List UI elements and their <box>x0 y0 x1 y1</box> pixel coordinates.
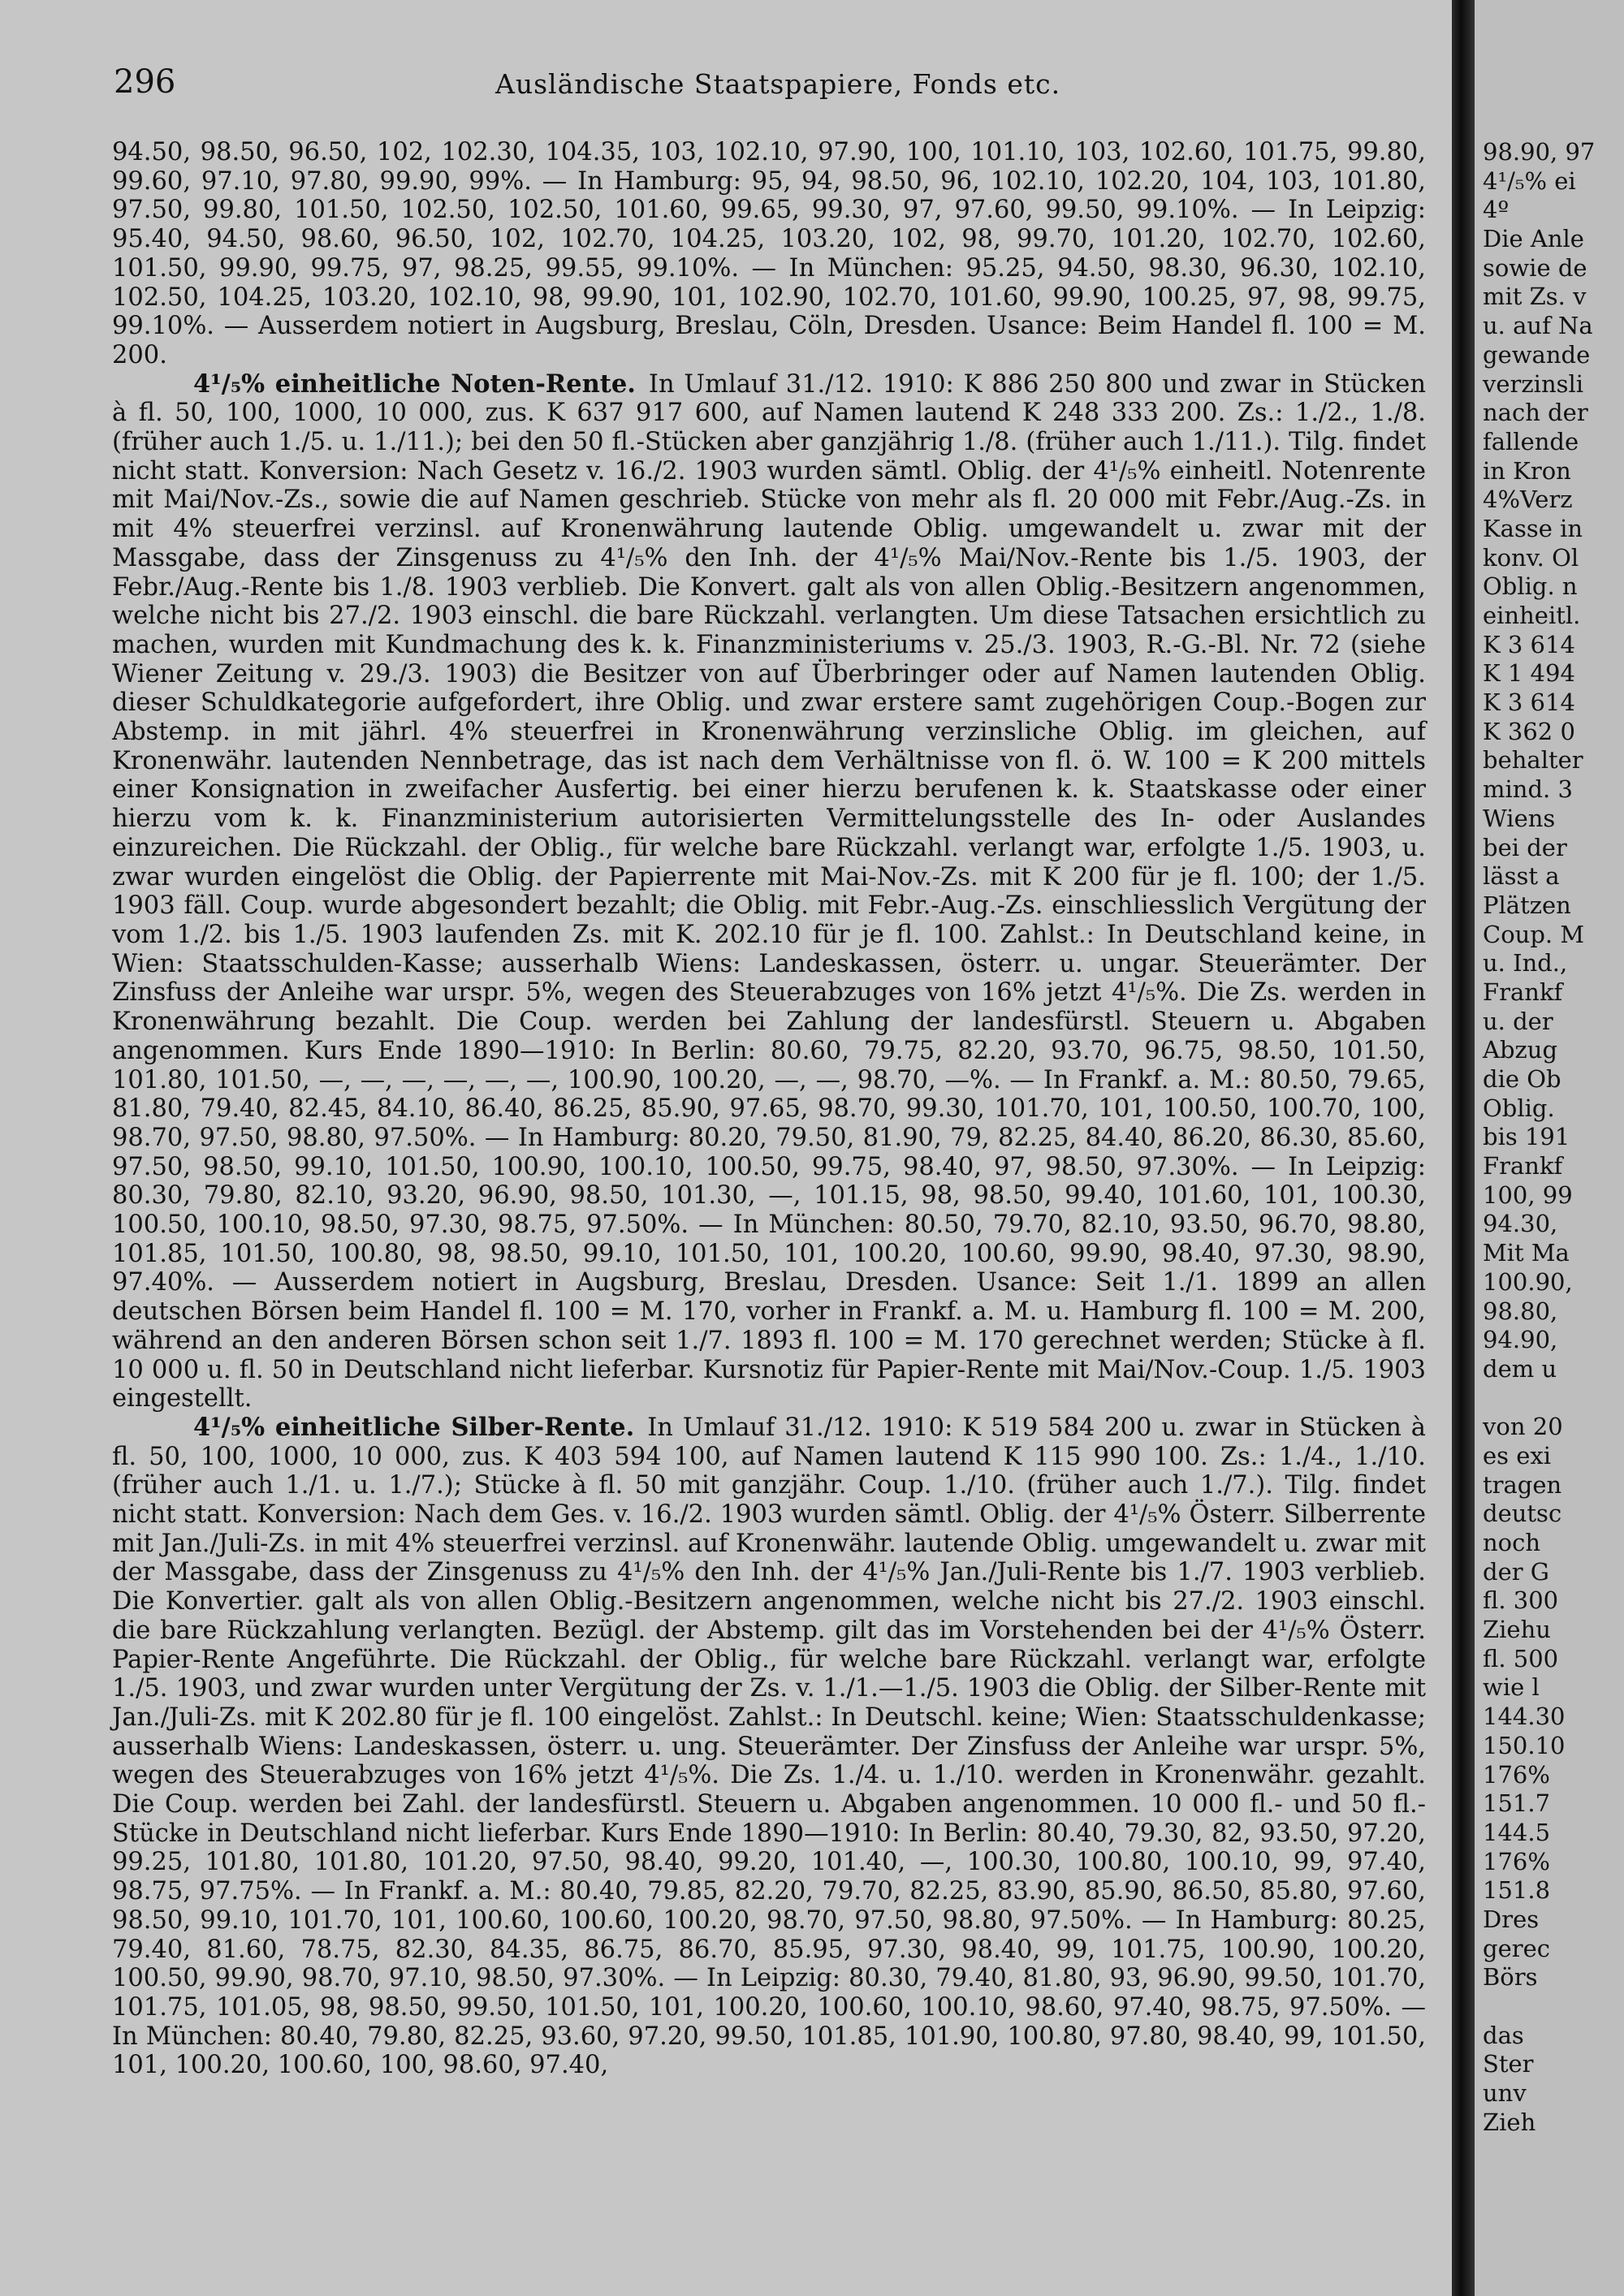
adjacent-fragment-line: u. der <box>1483 1007 1553 1035</box>
adjacent-fragment-line: behalter <box>1483 746 1583 775</box>
adjacent-fragment-line: Ster <box>1483 2050 1534 2078</box>
adjacent-fragment-line: Coup. M <box>1483 920 1585 948</box>
adjacent-fragment-line: dem u <box>1483 1354 1557 1383</box>
adjacent-fragment-line: 98.80, <box>1483 1297 1558 1325</box>
adjacent-fragment-line: bei der <box>1483 833 1567 861</box>
adjacent-fragment-line: 144.5 <box>1483 1818 1551 1846</box>
adjacent-fragment-line: 176% <box>1483 1847 1550 1875</box>
adjacent-fragment-line: 94.30, <box>1483 1210 1558 1238</box>
adjacent-fragment-line: Mit Ma <box>1483 1239 1570 1267</box>
adjacent-fragment-line: 4º <box>1483 196 1510 224</box>
adjacent-fragment-line: u. auf Na <box>1483 312 1593 340</box>
adjacent-fragment-line <box>1483 1384 1595 1413</box>
adjacent-fragment-line: deutsc <box>1483 1500 1562 1528</box>
adjacent-fragment-line: Frankf <box>1483 978 1563 1006</box>
page-header <box>114 63 1429 104</box>
adjacent-fragment-line: 100, 99 <box>1483 1180 1573 1209</box>
body-text <box>112 138 1426 2080</box>
adjacent-fragment-line: mit Zs. v <box>1483 283 1587 311</box>
adjacent-fragment-line: 144.30 <box>1483 1703 1566 1731</box>
adjacent-fragment-line: u. Ind., <box>1483 949 1568 978</box>
adjacent-fragment-line: 4%Verz <box>1483 486 1573 514</box>
paragraph-silber-rente <box>112 1413 1426 2080</box>
adjacent-fragment-line: 4¹/₅% ei <box>1483 166 1576 195</box>
adjacent-fragment-line: Ziehu <box>1483 1616 1551 1644</box>
adjacent-fragment-line: bis 191 <box>1483 1123 1570 1151</box>
book-gutter <box>1452 0 1475 2296</box>
adjacent-fragment-line: fl. 300 <box>1483 1586 1559 1615</box>
running-title: Ausländische Staatspapiere, Fonds etc. <box>495 68 1061 100</box>
adjacent-fragment-line: konv. Ol <box>1483 543 1579 572</box>
adjacent-fragment-line: es exi <box>1483 1441 1552 1470</box>
adjacent-fragment-line: die Ob <box>1483 1065 1561 1093</box>
adjacent-fragment-line: Kasse in <box>1483 514 1583 542</box>
adjacent-fragment-line: 176% <box>1483 1760 1550 1789</box>
section-heading: 4¹/₅% einheitliche Silber-Rente. <box>193 1412 635 1442</box>
adjacent-fragment-line: K 362 0 <box>1483 717 1575 745</box>
adjacent-fragment-line: gewande <box>1483 340 1591 369</box>
adjacent-fragment-line: Dres <box>1483 1905 1540 1933</box>
adjacent-fragment-line: Oblig. n <box>1483 572 1578 601</box>
adjacent-fragment-line: Plätzen <box>1483 891 1571 919</box>
paragraph-text: 94.50, 98.50, 96.50, 102, 102.30, 104.35, 103, 102.10, 97.90, 100, 101.10, 103, 102.60, 101.75, 99.80, 99.60, 97.10, 97.80, 99.90, 99%. — In Hamburg: 95, 94, 98.50, 96, 102.10, 102.20, 104, 103, 101.80, 97.50, 99.80, 101.50, 102.50, 102.50, 101.60, 99.65, 99.30, 97, 97.60, 99.50, 99.10%. — In Leipzig: 95.40, 94.50, 98.60, 96.50, 102, 102.70, 104.25, 103.20, 102, 98, 99.70, 101.20, 102.70, 102.60, 101.50, 99.90, 99.75, 97, 98.25, 99.55, 99.10%. — In München: 95.25, 94.50, 98.30, 96.30, 102.10, 102.50, 104.25, 103.20, 102.10, 98, 99.90, 101, 102.90, 102.70, 101.60, 99.90, 100.25, 97, 98, 99.75, 99.10%. — Ausserdem notiert in Augsburg, Breslau, Cöln, Dresden. Usance: Beim Handel fl. 100 = M. 200. <box>112 138 1426 369</box>
adjacent-fragment-line: von 20 <box>1483 1413 1563 1441</box>
adjacent-fragment-line: lässt a <box>1483 862 1560 891</box>
adjacent-fragment-line: noch <box>1483 1529 1541 1556</box>
adjacent-fragment-line: gerec <box>1483 1934 1550 1962</box>
adjacent-fragment-line: Frankf <box>1483 1152 1563 1180</box>
adjacent-fragment-line: einheitl. <box>1483 602 1581 629</box>
adjacent-fragment-line: 94.90, <box>1483 1326 1558 1354</box>
adjacent-fragment-line: K 3 614 <box>1483 630 1575 658</box>
paragraph-noten-rente <box>112 370 1426 1413</box>
paragraph-text: In Umlauf 31./12. 1910: K 886 250 800 und zwar in Stücken à fl. 50, 100, 1000, 10 000, zus. K 637 917 600, auf Namen lautend K 248 333 200. Zs.: 1./2., 1./8. (früher auch 1./5. u. 1./11.); bei den 50 fl.-Stücken aber ganzjährig 1./8. (früher auch 1./11.). Tilg. findet nicht statt. Konversion: Nach Gesetz v. 16./2. 1903 wurden sämtl. Oblig. der 4¹/₅% einheitl. Notenrente mit Mai/Nov.-Zs., sowie die auf Namen geschrieb. Stücke von mehr als fl. 20 000 mit Febr./Aug.-Zs. in mit 4% steuerfrei verzinsl. auf Kronenwährung lautende Oblig. umgewandelt u. zwar mit der Massgabe, dass der Zinsgenuss zu 4¹/₅% den Inh. der 4¹/₅% Mai/Nov.-Rente bis 1./5. 1903, der Febr./Aug.-Rente bis 1./8. 1903 verblieb. Die Konvert. galt als von allen Oblig.-Besitzern angenommen, welche nicht bis 27./2. 1903 einschl. die bare Rückzahl. verlangten. Um diese Tatsachen ersichtlich zu machen, wurden mit Kundmachung des k. k. Finanzministeriums v. 25./3. 1903, R.-G.-Bl. Nr. 72 (siehe Wiener Zeitung v. 29./3. 1903) die Besitzer von auf Überbringer oder auf Namen lautenden Oblig. dieser Schuldkategorie aufgefordert, ihre Oblig. und zwar erstere samt zugehörigen Coup.-Bogen zur Abstemp. in mit jährl. 4% steuerfrei in Kronenwährung verzinsliche Oblig. im gleichen, auf Kronenwähr. lautenden Nennbetrage, das ist nach dem Verhältnisse von fl. ö. W. 100 = K 200 mittels einer Konsignation in zweifacher Ausfertig. bei einer hierzu berufenen k. k. Staatskasse oder einer hierzu vom k. k. Finanzministerium autorisierten Vermittelungsstelle des In- oder Auslandes einzureichen. Die Rückzahl. der Oblig., für welche bare Rückzahl. verlangt war, erfolgte 1./5. 1903, u. zwar wurden eingelöst die Oblig. der Papierrente mit Mai-Nov.-Zs. mit K 200 für je fl. 100; der 1./5. 1903 fäll. Coup. wurde abgesondert bezahlt; die Oblig. mit Febr.-Aug.-Zs. einschliesslich Vergütung der vom 1./2. bis 1./5. 1903 laufenden Zs. mit K. 202.10 für je fl. 100. Zahlst.: In Deutschland keine, in Wien: Staatsschulden-Kasse; ausserhalb Wiens: Landeskassen, österr. u. ungar. Steuerämter. Der Zinsfuss der Anleihe war urspr. 5%, wegen des Steuerabzuges von 16% jetzt 4¹/₅%. Die Zs. werden in Kronenwährung bezahlt. Die Coup. werden bei Zahlung der landesfürstl. Steuern u. Abgaben angenommen. Kurs Ende 1890—1910: In Berlin: 80.60, 79.75, 82.20, 93.70, 96.75, 98.50, 101.50, 101.80, 101.50, —, —, —, —, —, —, 100.90, 100.20, —, —, 98.70, —%. — In Frankf. a. M.: 80.50, 79.65, 81.80, 79.40, 82.45, 84.10, 86.40, 86.25, 85.90, 97.65, 98.70, 99.30, 101.70, 101, 100.50, 100.70, 100, 98.70, 97.50, 98.80, 97.50%. — In Hamburg: 80.20, 79.50, 81.90, 79, 82.25, 84.40, 86.20, 86.30, 85.60, 97.50, 98.50, 99.10, 101.50, 100.90, 100.10, 100.50, 99.75, 98.40, 97, 98.50, 97.30%. — In Leipzig: 80.30, 79.80, 82.10, 93.20, 96.90, 98.50, 101.30, —, 101.15, 98, 98.50, 99.40, 101.60, 101, 100.30, 100.50, 100.10, 98.50, 97.30, 98.75, 97.50%. — In München: 80.50, 79.70, 82.10, 93.50, 96.70, 98.80, 101.85, 101.50, 100.80, 98, 98.50, 99.10, 101.50, 101, 100.20, 100.60, 99.90, 98.40, 97.30, 98.90, 97.40%. — Ausserdem notiert in Augsburg, Breslau, Dresden. Usance: Seit 1./1. 1899 an allen deutschen Börsen beim Handel fl. 100 = M. 170, vorher in Frankf. a. M. u. Hamburg fl. 100 = M. 200, während an den anderen Börsen schon seit 1./7. 1893 fl. 100 = M. 170 gerechnet werden; Stücke à fl. 10 000 u. fl. 50 in Deutschland nicht lieferbar. Kursnotiz für Papier-Rente mit Mai/Nov.-Coup. 1./5. 1903 eingestellt. <box>112 369 1426 1413</box>
adjacent-page <box>1475 0 1624 2296</box>
adjacent-fragment-line: Zieh <box>1483 2108 1536 2136</box>
adjacent-fragment-line: nach der <box>1483 399 1588 427</box>
adjacent-fragment-line: K 3 614 <box>1483 688 1575 717</box>
adjacent-fragment-line: Abzug <box>1483 1036 1558 1064</box>
adjacent-page-text <box>1483 138 1595 2137</box>
adjacent-fragment-line: Die Anle <box>1483 225 1584 253</box>
adjacent-fragment-line: verzinsli <box>1483 369 1584 398</box>
adjacent-fragment-line: tragen <box>1483 1470 1562 1499</box>
adjacent-fragment-line <box>1483 1992 1595 2022</box>
adjacent-fragment-line: K 1 494 <box>1483 659 1575 688</box>
adjacent-fragment-line: fl. 500 <box>1483 1644 1559 1672</box>
adjacent-fragment-line: 150.10 <box>1483 1731 1566 1759</box>
adjacent-fragment-line: Oblig. <box>1483 1094 1555 1122</box>
adjacent-fragment-line: wie l <box>1483 1673 1540 1702</box>
adjacent-fragment-line: Wiens <box>1483 804 1556 832</box>
section-heading: 4¹/₅% einheitliche Noten-Rente. <box>193 369 636 399</box>
adjacent-fragment-line: 100.90, <box>1483 1267 1573 1296</box>
adjacent-fragment-line: 98.90, 97 <box>1483 138 1596 166</box>
adjacent-fragment-line: der G <box>1483 1557 1549 1586</box>
paragraph-quotes-continuation <box>112 138 1426 370</box>
adjacent-fragment-line: sowie de <box>1483 253 1587 282</box>
adjacent-fragment-line: das <box>1483 2021 1524 2049</box>
adjacent-fragment-line: Börs <box>1483 1963 1538 1992</box>
adjacent-fragment-line: fallende <box>1483 427 1579 455</box>
paragraph-text: In Umlauf 31./12. 1910: K 519 584 200 u. zwar in Stücken à fl. 50, 100, 1000, 10 000, zus. K 403 594 100, auf Namen lautend K 115 990 100. Zs.: 1./4., 1./10. (früher auch 1./1. u. 1./7.); Stücke à fl. 50 mit ganzjähr. Coup. 1./10. (früher auch 1./7.). Tilg. findet nicht statt. Konversion: Nach dem Ges. v. 16./2. 1903 wurden sämtl. Oblig. der 4¹/₅% Österr. Silberrente mit Jan./Juli-Zs. in mit 4% steuerfrei verzinsl. auf Kronenwähr. lautende Oblig. umgewandelt u. zwar mit der Massgabe, dass der Zinsgenuss zu 4¹/₅% den Inh. der 4¹/₅% Jan./Juli-Rente bis 1./7. 1903 verblieb. Die Konvertier. galt als von allen Oblig.-Besitzern angenommen, welche nicht bis 27./2. 1903 einschl. die bare Rückzahlung verlangten. Bezügl. der Abstemp. gilt das im Vorstehenden bei der 4¹/₅% Österr. Papier-Rente Angeführte. Die Rückzahl. der Oblig., für welche bare Rückzahl. verlangt war, erfolgte 1./5. 1903, und zwar wurden unter Vergütung der Zs. v. 1./1.—1./5. 1903 die Oblig. der Silber-Rente mit Jan./Juli-Zs. mit K 202.80 für je fl. 100 eingelöst. Zahlst.: In Deutschl. keine; Wien: Staatsschuldenkasse; ausserhalb Wiens: Landeskassen, österr. u. ung. Steuerämter. Der Zinsfuss der Anleihe war urspr. 5%, wegen des Steuerabzuges von 16% jetzt 4¹/₅%. Die Zs. 1./4. u. 1./10. werden in Kronenwähr. gezahlt. Die Coup. werden bei Zahl. der landesfürstl. Steuern u. Abgaben angenommen. 10 000 fl.- und 50 fl.-Stücke in Deutschland nicht lieferbar. Kurs Ende 1890—1910: In Berlin: 80.40, 79.30, 82, 93.50, 97.20, 99.25, 101.80, 101.80, 101.20, 97.50, 98.40, 99.20, 101.40, —, 100.30, 100.80, 100.10, 99, 97.40, 98.75, 97.75%. — In Frankf. a. M.: 80.40, 79.85, 82.20, 79.70, 82.25, 83.90, 85.90, 86.50, 85.80, 97.60, 98.50, 99.10, 101.70, 101, 100.60, 100.60, 100.20, 98.70, 97.50, 98.80, 97.50%. — In Hamburg: 80.25, 79.40, 81.60, 78.75, 82.30, 84.35, 86.75, 86.70, 85.95, 97.30, 98.40, 99, 101.75, 100.90, 100.20, 100.50, 99.90, 98.70, 97.10, 98.50, 97.30%. — In Leipzig: 80.30, 79.40, 81.80, 93, 96.90, 99.50, 101.70, 101.75, 101.05, 98, 98.50, 99.50, 101.50, 101, 100.20, 100.60, 100.10, 98.60, 97.40, 98.75, 97.50%. — In München: 80.40, 79.80, 82.25, 93.60, 97.20, 99.50, 101.85, 101.90, 100.80, 97.80, 98.40, 99, 101.50, 101, 100.20, 100.60, 100, 98.60, 97.40, <box>112 1413 1426 2080</box>
adjacent-fragment-line: mind. 3 <box>1483 775 1573 804</box>
adjacent-fragment-line: unv <box>1483 2079 1527 2108</box>
adjacent-fragment-line: 151.8 <box>1483 1876 1551 1905</box>
adjacent-fragment-line: 151.7 <box>1483 1789 1551 1818</box>
adjacent-fragment-line: in Kron <box>1483 456 1571 485</box>
page-number: 296 <box>114 63 176 101</box>
